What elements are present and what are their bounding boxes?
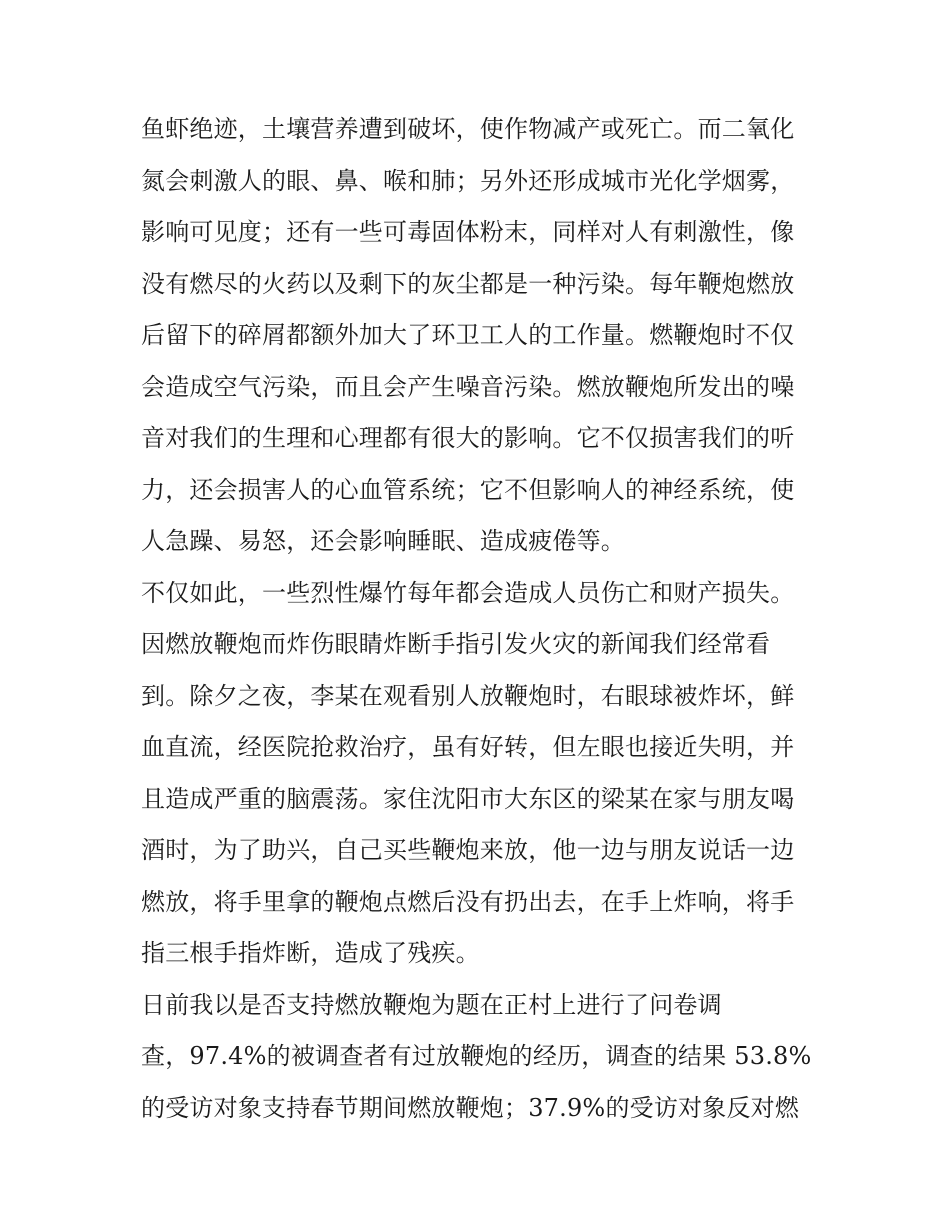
- text-line: 力，还会损害人的心血管系统；它不但影响人的神经系统，使: [141, 475, 795, 504]
- text-line: 鱼虾绝迹，土壤营养遭到破坏，使作物减产或死亡。而二氧化: [141, 115, 795, 143]
- text-line: 酒时，为了助兴，自己买些鞭炮来放，他一边与朋友说话一边: [141, 836, 795, 864]
- text-line: 人急躁、易怒，还会影响睡眠、造成疲倦等。: [141, 527, 625, 555]
- text-line: 指三根手指炸断，造成了残疾。: [141, 939, 480, 967]
- text-line: 氮会刺激人的眼、鼻、喉和肺；另外还形成城市光化学烟雾，: [141, 166, 795, 195]
- body-text: [141, 104, 821, 1134]
- text-line: 燃放，将手里拿的鞭炮点燃后没有扔出去，在手上炸响，将手: [141, 887, 795, 916]
- text-line: 血直流，经医院抢救治疗，虽有好转，但左眼也接近失明，并: [141, 733, 795, 761]
- text-line: 因燃放鞭炮而炸伤眼睛炸断手指引发火灾的新闻我们经常看: [141, 630, 771, 658]
- text-line: 会造成空气污染，而且会产生噪音污染。燃放鞭炮所发出的噪: [141, 372, 795, 401]
- text-line: 且造成严重的脑震荡。家住沈阳市大东区的梁某在家与朋友喝: [141, 784, 795, 813]
- text-line: 后留下的碎屑都额外加大了环卫工人的工作量。燃鞭炮时不仅: [141, 321, 795, 349]
- text-line: 查，97.4%的被调查者有过放鞭炮的经历，调查的结果 53.8%: [141, 1042, 812, 1070]
- text-line: 音对我们的生理和心理都有很大的影响。它不仅损害我们的听: [141, 424, 795, 452]
- text-line: 没有燃尽的火药以及剩下的灰尘都是一种污染。每年鞭炮燃放: [141, 269, 795, 298]
- text-line: 的受访对象支持春节期间燃放鞭炮；37.9%的受访对象反对燃: [141, 1093, 800, 1122]
- text-line: 不仅如此，一些烈性爆竹每年都会造成人员伤亡和财产损失。: [141, 578, 795, 607]
- text-line: 影响可见度；还有一些可毒固体粉末，同样对人有刺激性，像: [141, 218, 795, 246]
- text-line: 日前我以是否支持燃放鞭炮为题在正村上进行了问卷调: [141, 990, 722, 1019]
- text-line: 到。除夕之夜，李某在观看别人放鞭炮时，右眼球被炸坏，鲜: [141, 681, 795, 710]
